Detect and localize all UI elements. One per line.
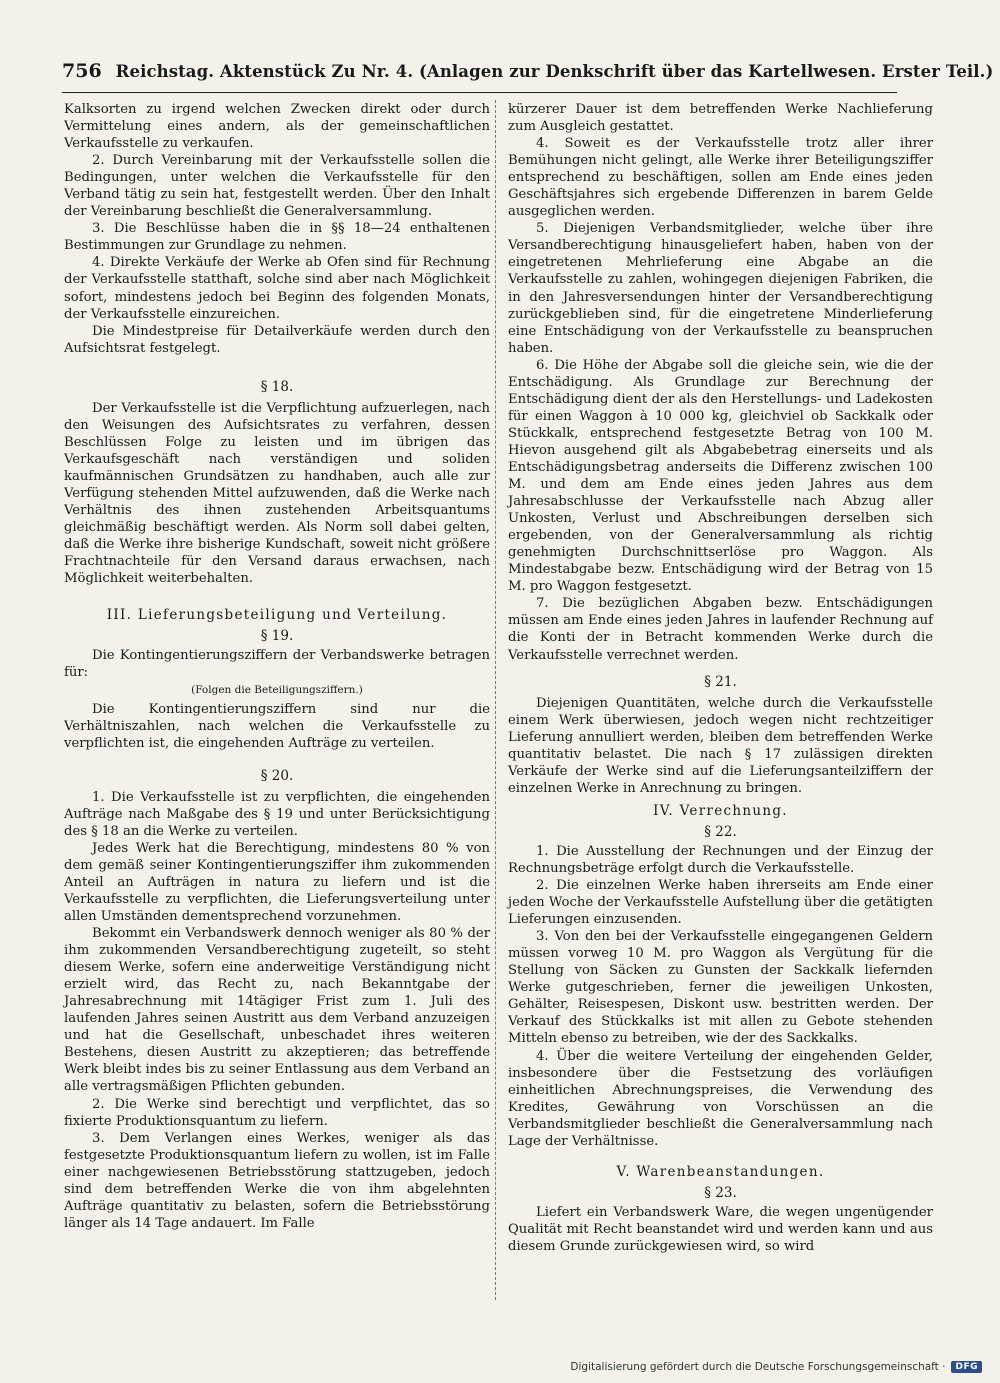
left-column [64, 101, 490, 1232]
page-header [62, 60, 994, 94]
paragraph: 1. Die Verkaufsstelle ist zu verpflichten, die eingehenden Aufträge nach Maßgabe des § 19 und unter Berücksichtigung des § 18 an die Werke zu verteilen. [64, 789, 490, 839]
paragraph: 4. Soweit es der Verkaufsstelle trotz aller ihrer Bemühungen nicht gelingt, alle Werke ihrer Beteiligungsziffer entsprechend zu beschäftigen, sollen am Ende eines jeden Geschäftsjahres sich ergebende Differenzen in barem Gelde ausgeglichen werden. [508, 136, 933, 220]
chapter-heading: IV. Verrechnung. [653, 802, 788, 819]
paragraph: 5. Diejenigen Verbandsmitglieder, welche über ihre Versandberechtigung hinausgeliefert haben, haben von der eingetretenen Mehrlieferung eine Abgabe an die Verkaufsstelle zu zahlen, wohingegen diejenigen Fabriken, die in den Jahresversendungen hinter der Versandberechtigung zurückgeblieben sind, für die eingetretene Minderlieferung eine Entschädigung von der Verkaufsstelle zu beanspruchen haben. [508, 221, 933, 356]
paragraph: Diejenigen Quantitäten, welche durch die Verkaufsstelle einem Werk überwiesen, jedoch wegen nicht rechtzeitiger Lieferung annulliert werden, bleiben dem betreffenden Werke quantitativ belastet. Die nach § 17 zulässigen direkten Verkäufe der Werke sind auf die Lieferungsanteilziffern der einzelnen Werke in Anrechnung zu bringen. [508, 695, 933, 796]
paragraph: 6. Die Höhe der Abgabe soll die gleiche sein, wie die der Entschädigung. Als Grundlage zur Berechnung der Entschädigung dient der als den Herstellungs- und Ladekosten für einen Waggon à 10 000 kg, gleichviel ob Sackkalk oder Stückkalk, entsprechend festgesetzte Betrag von 100 M. Hievon ausgehend gilt als Abgabebetrag einerseits und als Entschädigungsbetrag anderseits die Differenz zwischen 100 M. und dem am Ende eines jeden Jahres aus dem Jahresabschlusse der Verkaufsstelle nach Abzug aller Unkosten, Verlust und Abschreibungen derselben sich ergebenden, von der Generalversammlung als richtig genehmigten Durchschnittserlöse pro Waggon. Als Mindestabgabe bezw. Entschädigung wird der Betrag von 15 M. pro Waggon festgesetzt. [508, 357, 933, 595]
paragraph: Der Verkaufsstelle ist die Verpflichtung aufzuerlegen, nach den Weisungen des Aufsichtsrates zu verfahren, dessen Beschlüssen Folge zu leisten und im übrigen das Verkaufsgeschäft nach verständigen und soliden kaufmännischen Grundsätzen zu handhaben, auch alle zur Verfügung stehenden Mittel aufzuwenden, daß die Werke nach Verhältnis des ihnen zustehenden Arbeitsquantums gleichmäßig beschäftigt werden. Als Norm soll dabei gelten, daß die Werke ihre bisherige Kundschaft, soweit nicht größere Frachtnachteile für den Versand daraus erwachsen, nach Möglichkeit weiterbehalten. [64, 400, 490, 587]
section-heading: § 20. [260, 767, 294, 784]
footer-text: Digitalisierung gefördert durch die Deutsche Forschungsgemeinschaft · [570, 1361, 946, 1373]
chapter-heading: III. Lieferungsbeteiligung und Verteilung. [106, 607, 448, 624]
paragraph: 3. Die Beschlüsse haben die in §§ 18—24 enthaltenen Bestimmungen zur Grundlage zu nehmen. [64, 221, 490, 254]
page-title: Reichstag. Aktenstück Zu Nr. 4. (Anlagen zur Denkschrift über das Kartellwesen. Erster Teil.) [115, 62, 994, 81]
paragraph: Die Kontingentierungsziffern der Verbandswerke betragen für: [64, 648, 490, 681]
paragraph: Die Mindestpreise für Detailverkäufe werden durch den Aufsichtsrat festgelegt. [64, 323, 490, 356]
section-heading: § 19. [260, 628, 294, 645]
note: (Folgen die Beteiligungsziffern.) [191, 684, 363, 697]
section-heading: § 22. [704, 823, 737, 840]
paragraph: Die Kontingentierungsziffern sind nur die Verhältniszahlen, nach welchen die Verkaufsstelle zu verpflichten ist, die eingehenden Aufträge zu verteilen. [64, 701, 490, 751]
paragraph: 3. Dem Verlangen eines Werkes, weniger als das festgesetzte Produktionsquantum liefern zu wollen, ist im Falle einer nachgewiesenen Betriebsstörung stattzugeben, jedoch sind dem betreffenden Werke die von ihm abgelehnten Aufträge quantitativ zu belasten, sofern die Betriebsstörung länger als 14 Tage andauert. Im Falle [64, 1130, 490, 1231]
section-heading: § 23. [704, 1184, 737, 1201]
paragraph: 7. Die bezüglichen Abgaben bezw. Entschädigungen müssen am Ende eines jeden Jahres in laufender Rechnung auf die Konti der in Betracht kommenden Werke durch die Verkaufsstelle verrechnet werden. [508, 596, 933, 663]
chapter-heading: V. Warenbeanstandungen. [616, 1163, 825, 1180]
page-number: 756 [62, 60, 102, 82]
paragraph: 3. Von den bei der Verkaufsstelle eingegangenen Geldern müssen vorweg 10 M. pro Waggon als Vergütung für die Stellung von Säcken zu Gunsten der Sackkalk liefernden Werke gutgeschrieben, ferner die jeweiligen Unkosten, Gehälter, Reisespesen, Diskont usw. bestritten werden. Der Verkauf des Stückkalks ist mit allen zu Gebote stehenden Mitteln ebenso zu betreiben, wie der des Sackkalks. [508, 929, 933, 1047]
right-column [508, 101, 933, 1255]
paragraph: 4. Über die weitere Verteilung der eingehenden Gelder, insbesondere über die Festsetzung des vorläufigen einheitlichen Abrechnungspreises, die Verwendung des Kredites, Gewährung von Vorschüssen an die Verbandsmitglieder beschließt die Generalversammlung nach Lage der Verhältnisse. [508, 1048, 933, 1149]
dfg-logo: DFG [951, 1361, 982, 1373]
paragraph: kürzerer Dauer ist dem betreffenden Werke Nachlieferung zum Ausgleich gestattet. [508, 102, 933, 135]
section-heading: § 21. [704, 673, 737, 690]
paragraph: 1. Die Ausstellung der Rechnungen und der Einzug der Rechnungsbeträge erfolgt durch die Verkaufsstelle. [508, 843, 933, 877]
header-rule [62, 92, 897, 93]
digitization-footer [570, 1361, 982, 1373]
paragraph: Bekommt ein Verbandswerk dennoch weniger als 80 % der ihm zukommenden Versandberechtigung zugeteilt, so steht diesem Werke, sofern eine anderweitige Verständigung nicht erzielt wird, das Recht zu, nach Bekanntgabe der Jahresabrechnung mit 14tägiger Frist zum 1. Juli des laufenden Jahres seinen Austritt aus dem Verband anzuzeigen und hat die Gesellschaft, unbeschadet ihres weiteren Bestehens, diesen Austritt zu akzeptieren; das betreffende Werk bleibt indes bis zu seiner Entlassung aus dem Verband an alle vertragsmäßigen Pflichten gebunden. [64, 926, 490, 1095]
paragraph: 2. Die Werke sind berechtigt und verpflichtet, das so fixierte Produktionsquantum zu liefern. [64, 1096, 490, 1129]
column-separator [495, 100, 496, 1300]
section-heading: § 18. [260, 378, 294, 395]
paragraph: 2. Durch Vereinbarung mit der Verkaufsstelle sollen die Bedingungen, unter welchen die Verkaufsstelle für den Verband tätig zu sein hat, festgestellt werden. Über den Inhalt der Vereinbarung beschließt die Generalversammlung. [64, 153, 490, 220]
paragraph: 4. Direkte Verkäufe der Werke ab Ofen sind für Rechnung der Verkaufsstelle statthaft, solche sind aber nach Möglichkeit sofort, mindestens jedoch bei Beginn des folgenden Monats, der Verkaufsstelle einzureichen. [64, 255, 490, 322]
paragraph: Jedes Werk hat die Berechtigung, mindestens 80 % von dem gemäß seiner Kontingentierungsziffer ihm zukommenden Anteil an Aufträgen in natura zu liefern und ist die Verkaufsstelle zu verpflichten, die Lieferungsverteilung unter allen Umständen dementsprechend vorzunehmen. [64, 840, 490, 925]
paragraph: 2. Die einzelnen Werke haben ihrerseits am Ende einer jeden Woche der Verkaufsstelle Aufstellung über die getätigten Lieferungen einzusenden. [508, 878, 933, 928]
paragraph: Liefert ein Verbandswerk Ware, die wegen ungenügender Qualität mit Recht beanstandet wird und werden kann und aus diesem Grunde zurückgewiesen wird, so wird [508, 1204, 933, 1254]
paragraph: Kalksorten zu irgend welchen Zwecken direkt oder durch Vermittelung eines andern, als der gemeinschaftlichen Verkaufsstelle zu verkaufen. [64, 102, 490, 152]
